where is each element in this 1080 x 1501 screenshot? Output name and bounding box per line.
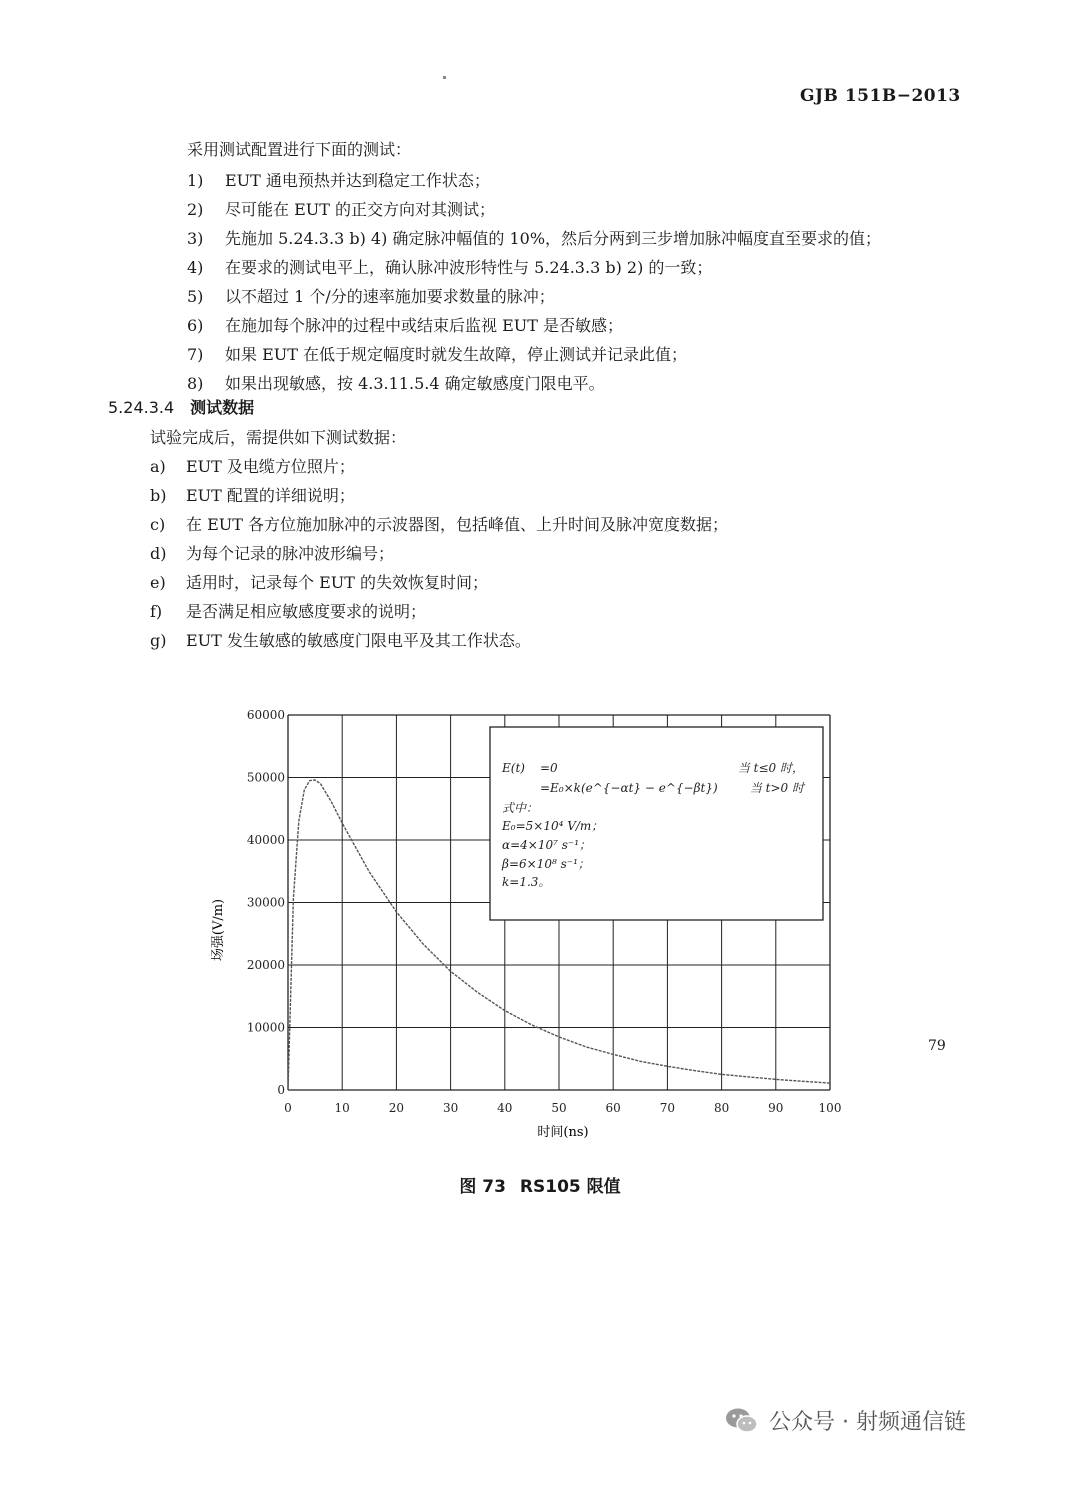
x-tick-label: 0 bbox=[284, 1101, 292, 1115]
watermark bbox=[725, 1405, 966, 1436]
y-axis-label: 场强(V/m) bbox=[211, 898, 226, 962]
list-item: 8) 如果出现敏感，按 4.3.11.5.4 确定敏感度门限电平。 bbox=[187, 374, 605, 393]
section-heading bbox=[108, 395, 254, 418]
figure-caption bbox=[0, 1172, 1080, 1197]
x-tick-label: 60 bbox=[605, 1101, 621, 1115]
test-procedure-intro: 采用测试配置进行下面的测试： bbox=[187, 140, 412, 159]
section-intro: 试验完成后，需提供如下测试数据： bbox=[150, 428, 407, 447]
wechat-icon bbox=[725, 1407, 759, 1435]
y-tick-label: 10000 bbox=[246, 1020, 285, 1035]
x-tick-label: 30 bbox=[442, 1101, 459, 1115]
list-item: g) EUT 发生敏感的敏感度门限电平及其工作状态。 bbox=[150, 631, 531, 650]
formula-text: E₀=5×10⁴ V/m； bbox=[502, 819, 604, 833]
list-item: 7) 如果 EUT 在低于规定幅度时就发生故障，停止测试并记录此值； bbox=[187, 345, 688, 364]
list-item: 3) 先施加 5.24.3.3 b) 4) 确定脉冲幅值的 10%，然后分两到三步增加脉冲幅度直至要求的值； bbox=[187, 229, 882, 248]
section-number: 5.24.3.4 bbox=[108, 398, 175, 417]
list-item: f) 是否满足相应敏感度要求的说明； bbox=[150, 602, 427, 621]
page-number: 79 bbox=[928, 1038, 946, 1054]
formula-text: =0 bbox=[540, 761, 558, 775]
formula-text: α=4×10⁷ s⁻¹； bbox=[502, 838, 592, 852]
x-tick-label: 50 bbox=[551, 1101, 567, 1115]
x-tick-label: 80 bbox=[713, 1101, 730, 1115]
figure-number: 图 73 bbox=[459, 1177, 506, 1197]
x-axis-label: 时间(ns) bbox=[537, 1125, 589, 1140]
list-item: 1) EUT 通电预热并达到稳定工作状态； bbox=[187, 171, 490, 190]
rs105-chart bbox=[200, 700, 860, 1150]
document-code: GJB 151B−2013 bbox=[800, 86, 961, 106]
x-tick-label: 70 bbox=[659, 1101, 676, 1115]
list-item: 6) 在施加每个脉冲的过程中或结束后监视 EUT 是否敏感； bbox=[187, 316, 624, 335]
scan-speck bbox=[443, 76, 446, 79]
y-tick-label: 20000 bbox=[246, 958, 285, 972]
x-tick-label: 10 bbox=[334, 1101, 350, 1115]
chart-svg bbox=[200, 700, 860, 1150]
watermark-text: 公众号 · 射频通信链 bbox=[769, 1410, 966, 1435]
test-procedure-steps bbox=[187, 166, 881, 398]
y-tick-label: 50000 bbox=[246, 770, 285, 785]
x-tick-label: 40 bbox=[497, 1101, 513, 1115]
x-tick-label: 90 bbox=[768, 1101, 784, 1115]
section-title: 测试数据 bbox=[190, 398, 255, 417]
y-tick-label: 30000 bbox=[246, 895, 285, 910]
formula-text: 当 t≤0 时， bbox=[737, 761, 804, 775]
list-item: c) 在 EUT 各方位施加脉冲的示波器图，包括峰值、上升时间及脉冲宽度数据； bbox=[150, 515, 729, 534]
formula-text: β=6×10⁸ s⁻¹； bbox=[502, 857, 590, 871]
formula-text: =E₀×k(e^{−αt} − e^{−βt}) bbox=[540, 781, 718, 795]
y-tick-label: 40000 bbox=[246, 833, 285, 847]
list-item: 5) 以不超过 1 个/分的速率施加要求数量的脉冲； bbox=[187, 287, 555, 306]
x-tick-label: 20 bbox=[388, 1101, 405, 1115]
formula-text: 式中： bbox=[502, 801, 539, 815]
y-tick-label: 60000 bbox=[246, 708, 285, 722]
formula-text: 当 t>0 时 bbox=[749, 781, 804, 795]
formula-text: E(t) bbox=[502, 761, 525, 775]
list-item: e) 适用时，记录每个 EUT 的失效恢复时间； bbox=[150, 573, 489, 592]
test-data-items bbox=[150, 452, 728, 655]
list-item: d) 为每个记录的脉冲波形编号； bbox=[150, 544, 395, 563]
x-tick-label: 100 bbox=[818, 1101, 842, 1115]
list-item: b) EUT 配置的详细说明； bbox=[150, 486, 355, 505]
list-item: a) EUT 及电缆方位照片； bbox=[150, 457, 355, 476]
list-item: 4) 在要求的测试电平上，确认脉冲波形特性与 5.24.3.3 b) 2) 的一致； bbox=[187, 258, 713, 277]
y-tick-label: 0 bbox=[277, 1083, 285, 1097]
list-item: 2) 尽可能在 EUT 的正交方向对其测试； bbox=[187, 200, 496, 219]
formula-text: k=1.3。 bbox=[502, 875, 551, 889]
figure-title: RS105 限值 bbox=[519, 1177, 621, 1197]
